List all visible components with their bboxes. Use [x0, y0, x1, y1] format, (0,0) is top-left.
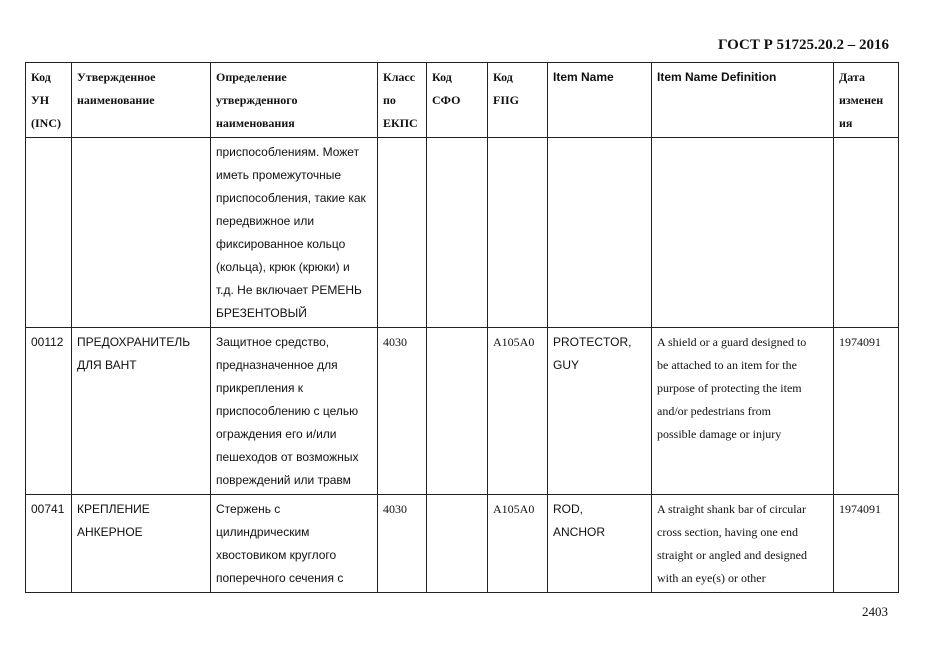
cell-approved-name: КРЕПЛЕНИЕ АНКЕРНОЕ [72, 495, 211, 593]
col-header-definition: Определение утвержденного наименования [211, 63, 378, 138]
cell-change-date [834, 138, 899, 328]
table-row [26, 495, 899, 593]
cell-approved-name [72, 138, 211, 328]
cell-approved-name: ПРЕДОХРАНИТЕЛЬ ДЛЯ ВАНТ [72, 328, 211, 495]
cell-sfo-code [427, 328, 488, 495]
col-header-change-date: Дата изменен ия [834, 63, 899, 138]
cell-definition: Стержень с цилиндрическим хвостовиком круглого поперечного сечения с [211, 495, 378, 593]
cell-item-name: PROTECTOR, GUY [548, 328, 652, 495]
table-header-row [26, 63, 899, 138]
cell-fiig-code [488, 138, 548, 328]
cell-item-name-definition: A straight shank bar of circular cross section, having one end straight or angled and designed with an eye(s) or other [652, 495, 834, 593]
cell-definition: приспособлениям. Может иметь промежуточные приспособления, такие как передвижное или фиксированное кольцо (кольца), крюк (крюки) и т.д. Не включает РЕМЕНЬ БРЕЗЕНТОВЫЙ [211, 138, 378, 328]
cell-item-name-definition [652, 138, 834, 328]
cell-change-date: 1974091 [834, 328, 899, 495]
col-header-approved-name: Утвержденное наименование [72, 63, 211, 138]
cell-item-name: ROD, ANCHOR [548, 495, 652, 593]
cell-sfo-code [427, 138, 488, 328]
col-header-fiig-code: Код FIIG [488, 63, 548, 138]
col-header-ekps-class: Класс по ЕКПС [378, 63, 427, 138]
cell-sfo-code [427, 495, 488, 593]
cell-inc [26, 138, 72, 328]
nomenclature-table [25, 62, 899, 593]
cell-change-date: 1974091 [834, 495, 899, 593]
col-header-inc: Код УН (INC) [26, 63, 72, 138]
cell-item-name [548, 138, 652, 328]
cell-item-name-definition: A shield or a guard designed to be attached to an item for the purpose of protecting the item and/or pedestrians from possible damage or injury [652, 328, 834, 495]
cell-fiig-code: A105A0 [488, 495, 548, 593]
cell-ekps-class: 4030 [378, 495, 427, 593]
col-header-item-name: Item Name [548, 63, 652, 138]
table-row [26, 328, 899, 495]
cell-fiig-code: A105A0 [488, 328, 548, 495]
cell-ekps-class: 4030 [378, 328, 427, 495]
table-row [26, 138, 899, 328]
cell-definition: Защитное средство, предназначенное для прикрепления к приспособлению с целью ограждения его и/или пешеходов от возможных повреждений или травм [211, 328, 378, 495]
col-header-sfo-code: Код СФО [427, 63, 488, 138]
document-title: ГОСТ Р 51725.20.2 – 2016 [717, 37, 889, 53]
cell-inc: 00741 [26, 495, 72, 593]
col-header-item-name-definition: Item Name Definition [652, 63, 834, 138]
page-number: 2403 [862, 604, 888, 619]
cell-inc: 00112 [26, 328, 72, 495]
cell-ekps-class [378, 138, 427, 328]
